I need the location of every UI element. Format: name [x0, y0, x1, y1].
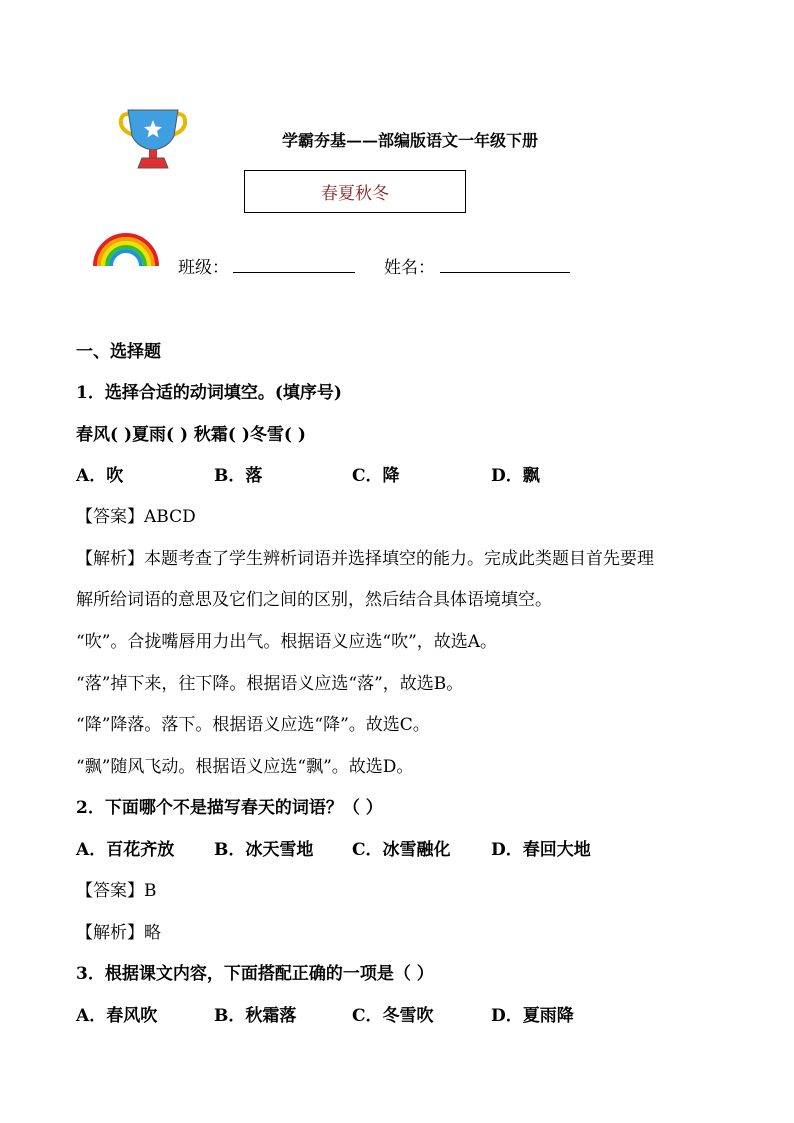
q1-stem: 1．选择合适的动词填空。(填序号)	[76, 383, 342, 403]
page-title: 学霸夯基——部编版语文一年级下册	[282, 131, 539, 150]
name-label: 姓名：	[384, 258, 435, 278]
q1-option-c: C．降	[352, 466, 400, 486]
q1-analysis-line: “吹”。合拢嘴唇用力出气。根据语义应选“吹”，故选A。	[76, 632, 498, 652]
q1-answer	[76, 502, 196, 527]
section-heading: 一、选择题	[76, 342, 161, 362]
q3-option-a: A．春风吹	[76, 1006, 158, 1026]
q2-option-c: C．冰雪融化	[352, 840, 451, 860]
name-field[interactable]	[440, 272, 570, 273]
topic-box	[244, 170, 466, 213]
q1-analysis-line: “降”降落。落下。根据语义应选“降”。故选C。	[76, 715, 430, 735]
q2-option-d: D．春回大地	[491, 840, 591, 860]
q2-answer	[76, 876, 157, 901]
trophy-icon	[118, 108, 188, 170]
q2-stem: 2．下面哪个不是描写春天的词语？（ ）	[76, 798, 383, 818]
q2-answer-tag: 【答案】	[76, 881, 144, 901]
q3-option-d: D．夏雨降	[491, 1006, 574, 1026]
q1-answer-tag: 【答案】	[76, 507, 144, 527]
q1-analysis-line: 【解析】本题考查了学生辨析词语并选择填空的能力。完成此类题目首先要理	[76, 549, 654, 569]
q1-answer-value: ABCD	[144, 507, 196, 527]
class-label: 班级：	[178, 258, 229, 278]
rainbow-icon	[90, 226, 162, 268]
q1-blanks: 春风( )夏雨( ) 秋霜( )冬雪( )	[76, 425, 306, 445]
q1-option-a: A．吹	[76, 466, 124, 486]
q2-option-b: B．冰天雪地	[214, 840, 314, 860]
q1-analysis-line: “落”掉下来，往下降。根据语义应选“落”，故选B。	[76, 674, 464, 694]
q2-answer-value: B	[144, 881, 157, 901]
q2-option-a: A．百花齐放	[76, 840, 175, 860]
q1-option-b: B．落	[214, 466, 263, 486]
q2-analysis: 【解析】略	[76, 923, 161, 943]
q3-stem: 3．根据课文内容，下面搭配正确的一项是（ ）	[76, 964, 434, 984]
q1-option-d: D．飘	[491, 466, 540, 486]
q1-analysis-line: “飘”随风飞动。根据语义应选“飘”。故选D。	[76, 757, 414, 777]
q3-option-b: B．秋霜落	[214, 1006, 297, 1026]
topic-title: 春夏秋冬	[321, 184, 389, 204]
class-field[interactable]	[233, 272, 355, 273]
q1-analysis-line: 解所给词语的意思及它们之间的区别，然后结合具体语境填空。	[76, 590, 552, 610]
q3-option-c: C．冬雪吹	[352, 1006, 434, 1026]
